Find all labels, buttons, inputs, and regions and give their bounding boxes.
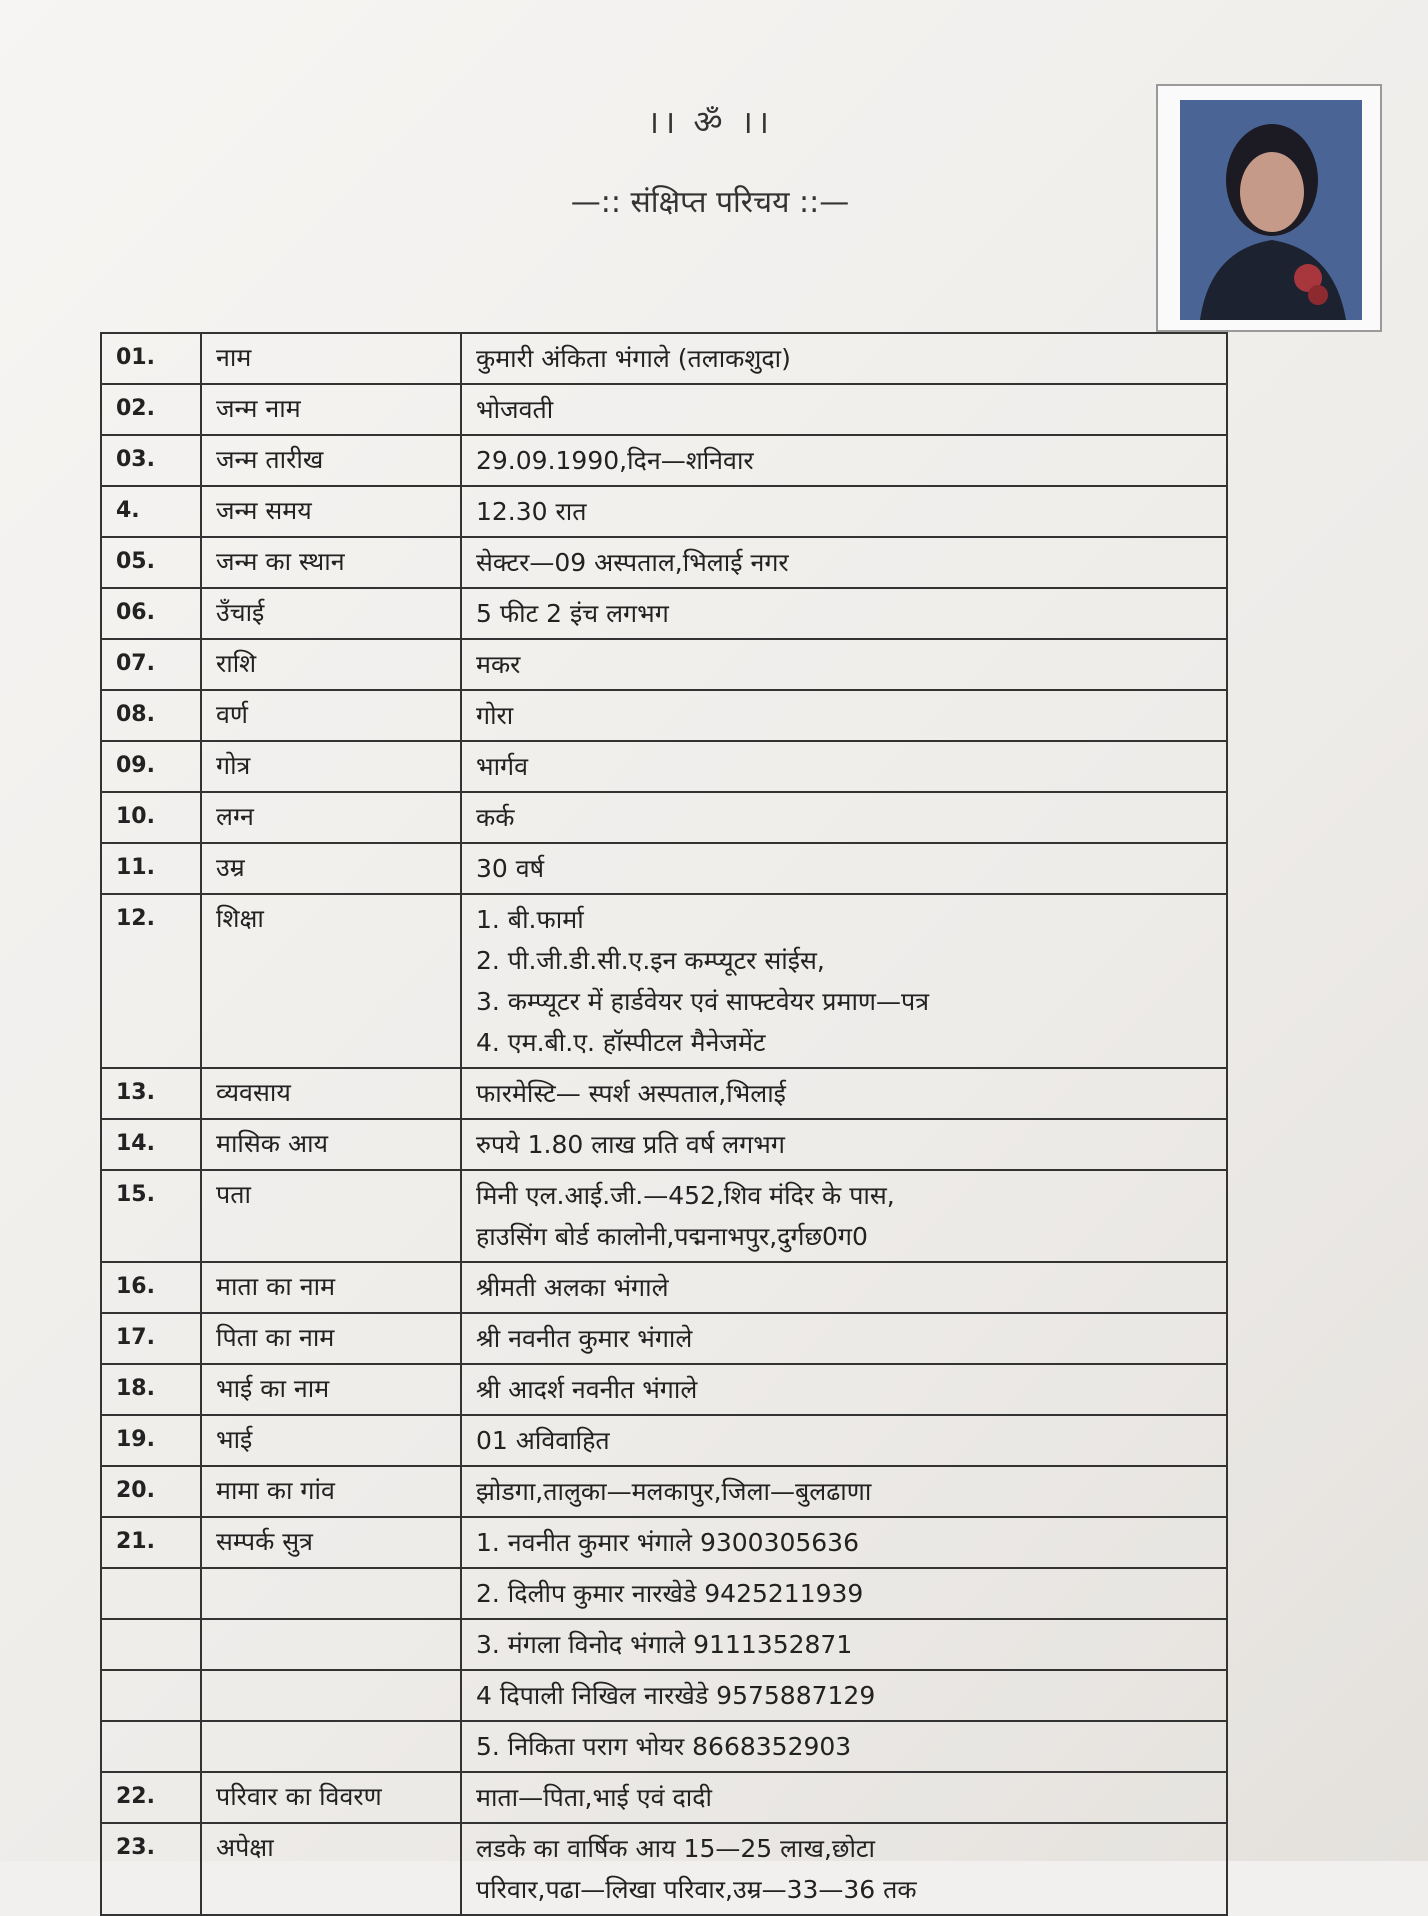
portrait-photo xyxy=(1180,100,1362,320)
biodata-table xyxy=(100,332,1228,1916)
table-row xyxy=(101,1721,1227,1772)
value-line: 4 दिपाली निखिल नारखेडे 9575887129 xyxy=(476,1681,876,1710)
row-label: जन्म समय xyxy=(201,486,461,537)
value-line: श्री नवनीत कुमार भंगाले xyxy=(476,1324,693,1353)
table-row xyxy=(101,843,1227,894)
row-number: 08. xyxy=(101,690,201,741)
value-line: 3. कम्प्यूटर में हार्डवेयर एवं साफ्टवेयर प्रमाण—पत्र xyxy=(476,987,930,1016)
row-value xyxy=(461,384,1227,435)
row-value xyxy=(461,1313,1227,1364)
row-value xyxy=(461,1364,1227,1415)
row-number: 16. xyxy=(101,1262,201,1313)
row-number xyxy=(101,1619,201,1670)
row-number: 4. xyxy=(101,486,201,537)
table-row xyxy=(101,1619,1227,1670)
table-row xyxy=(101,1262,1227,1313)
row-label: उम्र xyxy=(201,843,461,894)
row-number: 07. xyxy=(101,639,201,690)
row-label: सम्पर्क सुत्र xyxy=(201,1517,461,1568)
value-line: 12.30 रात xyxy=(476,497,587,526)
table-row xyxy=(101,1670,1227,1721)
row-value xyxy=(461,1772,1227,1823)
value-line: भार्गव xyxy=(476,752,529,781)
table-row xyxy=(101,1415,1227,1466)
row-number: 18. xyxy=(101,1364,201,1415)
value-line: फारमेस्टि— स्पर्श अस्पताल,भिलाई xyxy=(476,1079,786,1108)
value-line: मकर xyxy=(476,650,521,679)
value-line: सेक्टर—09 अस्पताल,भिलाई नगर xyxy=(476,548,789,577)
row-value xyxy=(461,435,1227,486)
row-number xyxy=(101,1721,201,1772)
value-line: लडके का वार्षिक आय 15—25 लाख,छोटा xyxy=(476,1834,876,1863)
table-row xyxy=(101,1823,1227,1915)
value-line: कर्क xyxy=(476,803,515,832)
table-row xyxy=(101,435,1227,486)
row-label: लग्न xyxy=(201,792,461,843)
table-row xyxy=(101,333,1227,384)
table-row xyxy=(101,537,1227,588)
table-row xyxy=(101,588,1227,639)
row-label: मासिक आय xyxy=(201,1119,461,1170)
value-line: मिनी एल.आई.जी.—452,शिव मंदिर के पास, xyxy=(476,1181,895,1210)
value-line: 01 अविवाहित xyxy=(476,1426,610,1455)
value-line: गोरा xyxy=(476,701,514,730)
row-value xyxy=(461,1823,1227,1915)
table-row xyxy=(101,486,1227,537)
row-number: 20. xyxy=(101,1466,201,1517)
row-value xyxy=(461,690,1227,741)
value-line: 5 फीट 2 इंच लगभग xyxy=(476,599,669,628)
row-value xyxy=(461,333,1227,384)
row-number: 01. xyxy=(101,333,201,384)
table-row xyxy=(101,1119,1227,1170)
om-heading: ।। ॐ ।। xyxy=(646,103,774,141)
row-label: नाम xyxy=(201,333,461,384)
value-line: झोडगा,तालुका—मलकापुर,जिला—बुलढाणा xyxy=(476,1477,872,1506)
row-value xyxy=(461,537,1227,588)
row-value xyxy=(461,741,1227,792)
row-label: पता xyxy=(201,1170,461,1262)
row-value xyxy=(461,1170,1227,1262)
row-number: 05. xyxy=(101,537,201,588)
row-number: 09. xyxy=(101,741,201,792)
row-value xyxy=(461,486,1227,537)
value-line: 1. बी.फार्मा xyxy=(476,905,584,934)
row-number: 11. xyxy=(101,843,201,894)
row-label: परिवार का विवरण xyxy=(201,1772,461,1823)
value-line: भोजवती xyxy=(476,395,554,424)
row-label: अपेक्षा xyxy=(201,1823,461,1915)
value-line: 30 वर्ष xyxy=(476,854,545,883)
row-value xyxy=(461,1119,1227,1170)
table-row xyxy=(101,639,1227,690)
row-label xyxy=(201,1721,461,1772)
table-row xyxy=(101,690,1227,741)
row-value xyxy=(461,1517,1227,1568)
row-value xyxy=(461,1466,1227,1517)
table-row xyxy=(101,1170,1227,1262)
value-line: हाउसिंग बोर्ड कालोनी,पद्मनाभपुर,दुर्गछ0ग0 xyxy=(476,1222,868,1251)
row-label: जन्म का स्थान xyxy=(201,537,461,588)
row-number: 19. xyxy=(101,1415,201,1466)
table-row xyxy=(101,1517,1227,1568)
row-label: जन्म नाम xyxy=(201,384,461,435)
value-line: 1. नवनीत कुमार भंगाले 9300305636 xyxy=(476,1528,859,1557)
photo-frame xyxy=(1156,84,1382,332)
row-label: भाई का नाम xyxy=(201,1364,461,1415)
row-number: 02. xyxy=(101,384,201,435)
value-line: 29.09.1990,दिन—शनिवार xyxy=(476,446,754,475)
table-row xyxy=(101,1772,1227,1823)
value-line: श्री आदर्श नवनीत भंगाले xyxy=(476,1375,698,1404)
value-line: 2. दिलीप कुमार नारखेडे 9425211939 xyxy=(476,1579,864,1608)
value-line: 5. निकिता पराग भोयर 8668352903 xyxy=(476,1732,852,1761)
table-row xyxy=(101,741,1227,792)
page-title: —:: संक्षिप्त परिचय ::— xyxy=(570,185,850,220)
value-line: 2. पी.जी.डी.सी.ए.इन कम्प्यूटर सांईस, xyxy=(476,946,825,975)
row-value xyxy=(461,639,1227,690)
value-line: कुमारी अंकिता भंगाले (तलाकशुदा) xyxy=(476,344,791,373)
value-line: परिवार,पढा—लिखा परिवार,उम्र—33—36 तक xyxy=(476,1875,917,1904)
table-row xyxy=(101,792,1227,843)
row-label: भाई xyxy=(201,1415,461,1466)
row-label: शिक्षा xyxy=(201,894,461,1068)
row-value xyxy=(461,792,1227,843)
row-label: मामा का गांव xyxy=(201,1466,461,1517)
row-number xyxy=(101,1670,201,1721)
value-line: माता—पिता,भाई एवं दादी xyxy=(476,1783,712,1812)
table-row xyxy=(101,1068,1227,1119)
row-value xyxy=(461,1619,1227,1670)
row-label xyxy=(201,1670,461,1721)
table-row xyxy=(101,1364,1227,1415)
row-label: वर्ण xyxy=(201,690,461,741)
row-number: 14. xyxy=(101,1119,201,1170)
row-number: 12. xyxy=(101,894,201,1068)
row-number: 21. xyxy=(101,1517,201,1568)
row-value xyxy=(461,843,1227,894)
row-number: 15. xyxy=(101,1170,201,1262)
table-row xyxy=(101,384,1227,435)
row-value xyxy=(461,894,1227,1068)
row-number: 06. xyxy=(101,588,201,639)
table-row xyxy=(101,1466,1227,1517)
table-row xyxy=(101,894,1227,1068)
row-label: जन्म तारीख xyxy=(201,435,461,486)
row-number: 22. xyxy=(101,1772,201,1823)
row-number: 10. xyxy=(101,792,201,843)
value-line: 4. एम.बी.ए. हॉस्पीटल मैनेजमेंट xyxy=(476,1028,766,1057)
row-label xyxy=(201,1619,461,1670)
row-label: पिता का नाम xyxy=(201,1313,461,1364)
value-line: श्रीमती अलका भंगाले xyxy=(476,1273,669,1302)
row-number xyxy=(101,1568,201,1619)
row-value xyxy=(461,1670,1227,1721)
row-number: 23. xyxy=(101,1823,201,1915)
row-value xyxy=(461,1262,1227,1313)
value-line: 3. मंगला विनोद भंगाले 9111352871 xyxy=(476,1630,853,1659)
row-label: माता का नाम xyxy=(201,1262,461,1313)
row-label xyxy=(201,1568,461,1619)
row-value xyxy=(461,1068,1227,1119)
table-row xyxy=(101,1313,1227,1364)
row-value xyxy=(461,588,1227,639)
table-row xyxy=(101,1568,1227,1619)
row-value xyxy=(461,1415,1227,1466)
row-label: व्यवसाय xyxy=(201,1068,461,1119)
row-label: गोत्र xyxy=(201,741,461,792)
row-value xyxy=(461,1568,1227,1619)
row-label: राशि xyxy=(201,639,461,690)
row-value xyxy=(461,1721,1227,1772)
row-number: 17. xyxy=(101,1313,201,1364)
row-number: 13. xyxy=(101,1068,201,1119)
portrait-icon xyxy=(1180,100,1362,320)
row-label: उँचाई xyxy=(201,588,461,639)
row-number: 03. xyxy=(101,435,201,486)
value-line: रुपये 1.80 लाख प्रति वर्ष लगभग xyxy=(476,1130,785,1159)
